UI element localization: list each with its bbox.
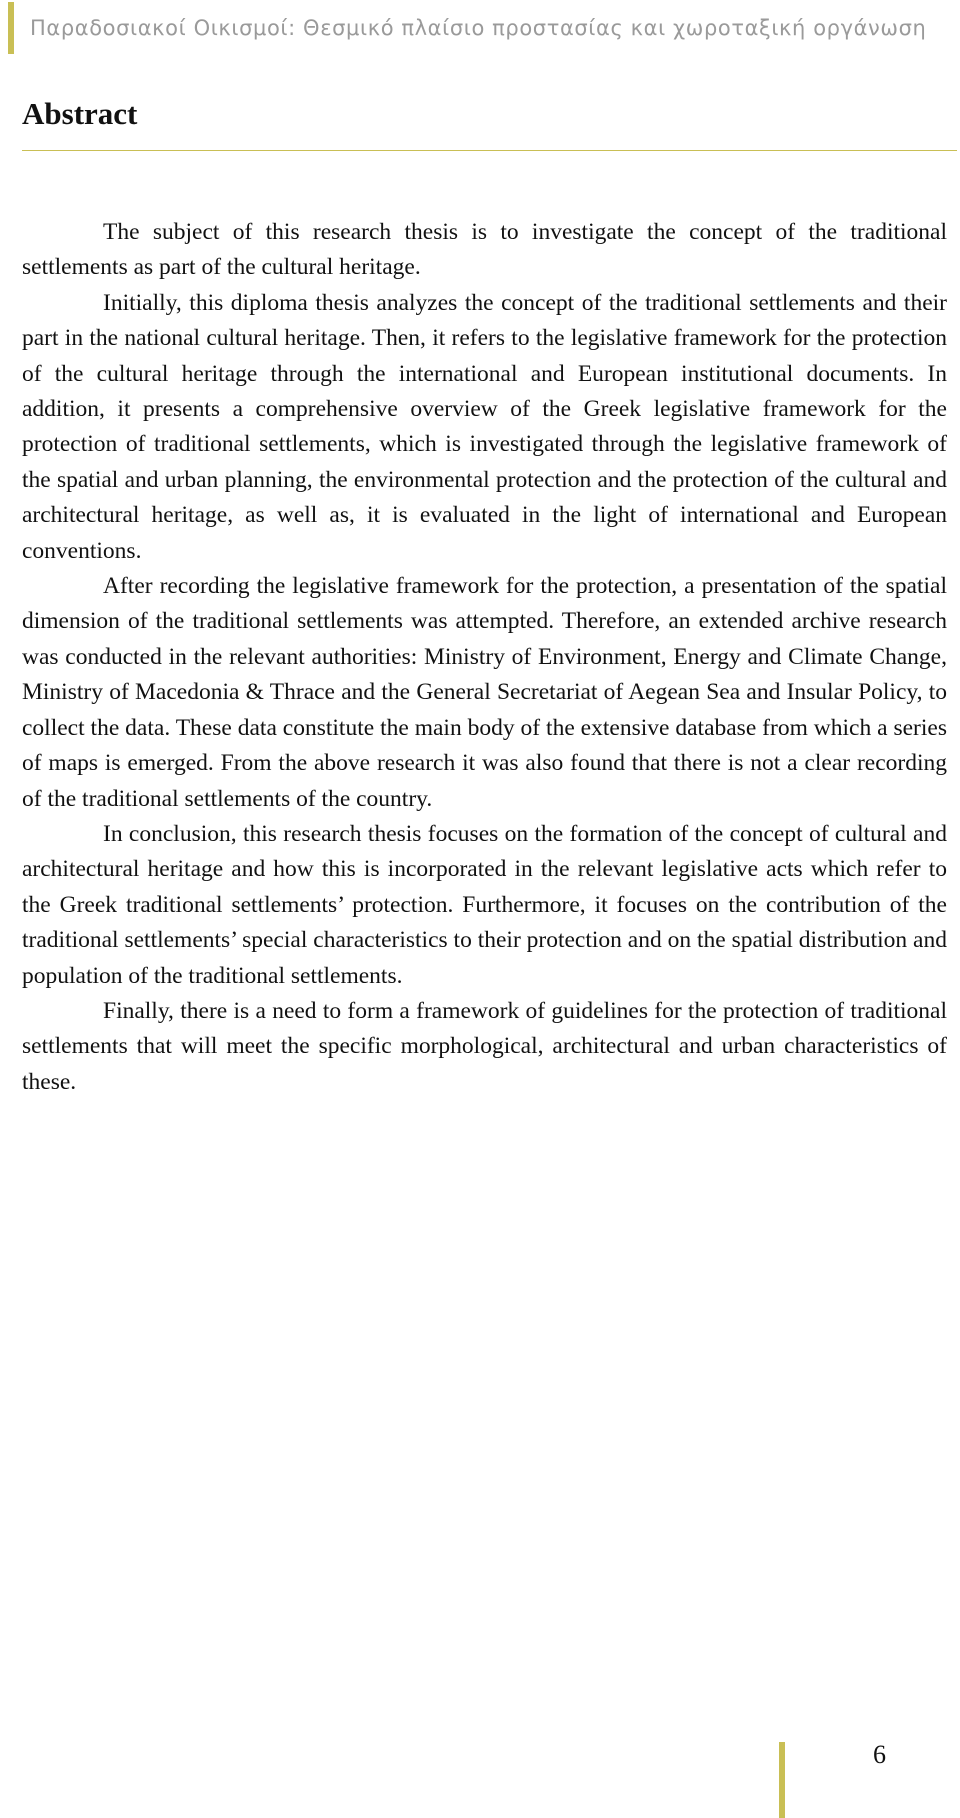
abstract-paragraph: Finally, there is a need to form a framework of guidelines for the protection of traditional settlements that will meet the specific morphological, architectural and urban characteristics of these. [22,997,947,1095]
abstract-paragraph: Initially, this diploma thesis analyzes the concept of the traditional settlements and their part in the national cultural heritage. Then, it refers to the legislative framework for the protection of the cultural heritage through the international and European institutional documents. In addition, it presents a comprehensive overview of the Greek legislative framework for the protection of traditional settlements, which is investigated through the legislative framework of the spatial and urban planning, the environmental protection and the protection of the cultural and architectural heritage, as well as, it is evaluated in the light of international and European conventions. [22,289,947,564]
running-header-title: Παραδοσιακοί Οικισμοί: Θεσμικό πλαίσιο προστασίας και χωροταξική οργάνωση [30,16,927,40]
abstract-paragraph: The subject of this research thesis is to investigate the concept of the traditional settlements as part of the cultural heritage. [22,219,947,281]
page-number: 6 [873,1740,886,1769]
abstract-body [22,215,947,1100]
section-title: Abstract [22,96,138,131]
page-number-marker [779,1742,949,1818]
title-divider [22,150,957,151]
abstract-paragraph: After recording the legislative framework for the protection, a presentation of the spatial dimension of the traditional settlements was attempted. Therefore, an extended archive research was conducted in the relevant authorities: Ministry of Environment, Energy and Climate Change, Ministry of Macedonia & Thrace and the General Secretariat of Aegean Sea and Insular Policy, to collect the data. These data constitute the main body of the extensive database from which a series of maps is emerged. From the above research it was also found that there is not a clear recording of the traditional settlements of the country. [22,573,947,812]
abstract-paragraph: In conclusion, this research thesis focuses on the formation of the concept of cultural and architectural heritage and how this is incorporated in the relevant legislative acts which refer to the Greek traditional settlements’ protection. Furthermore, it focuses on the contribution of the traditional settlements’ special characteristics to their protection and on the spatial distribution and population of the traditional settlements. [22,820,947,989]
running-header [8,2,953,54]
